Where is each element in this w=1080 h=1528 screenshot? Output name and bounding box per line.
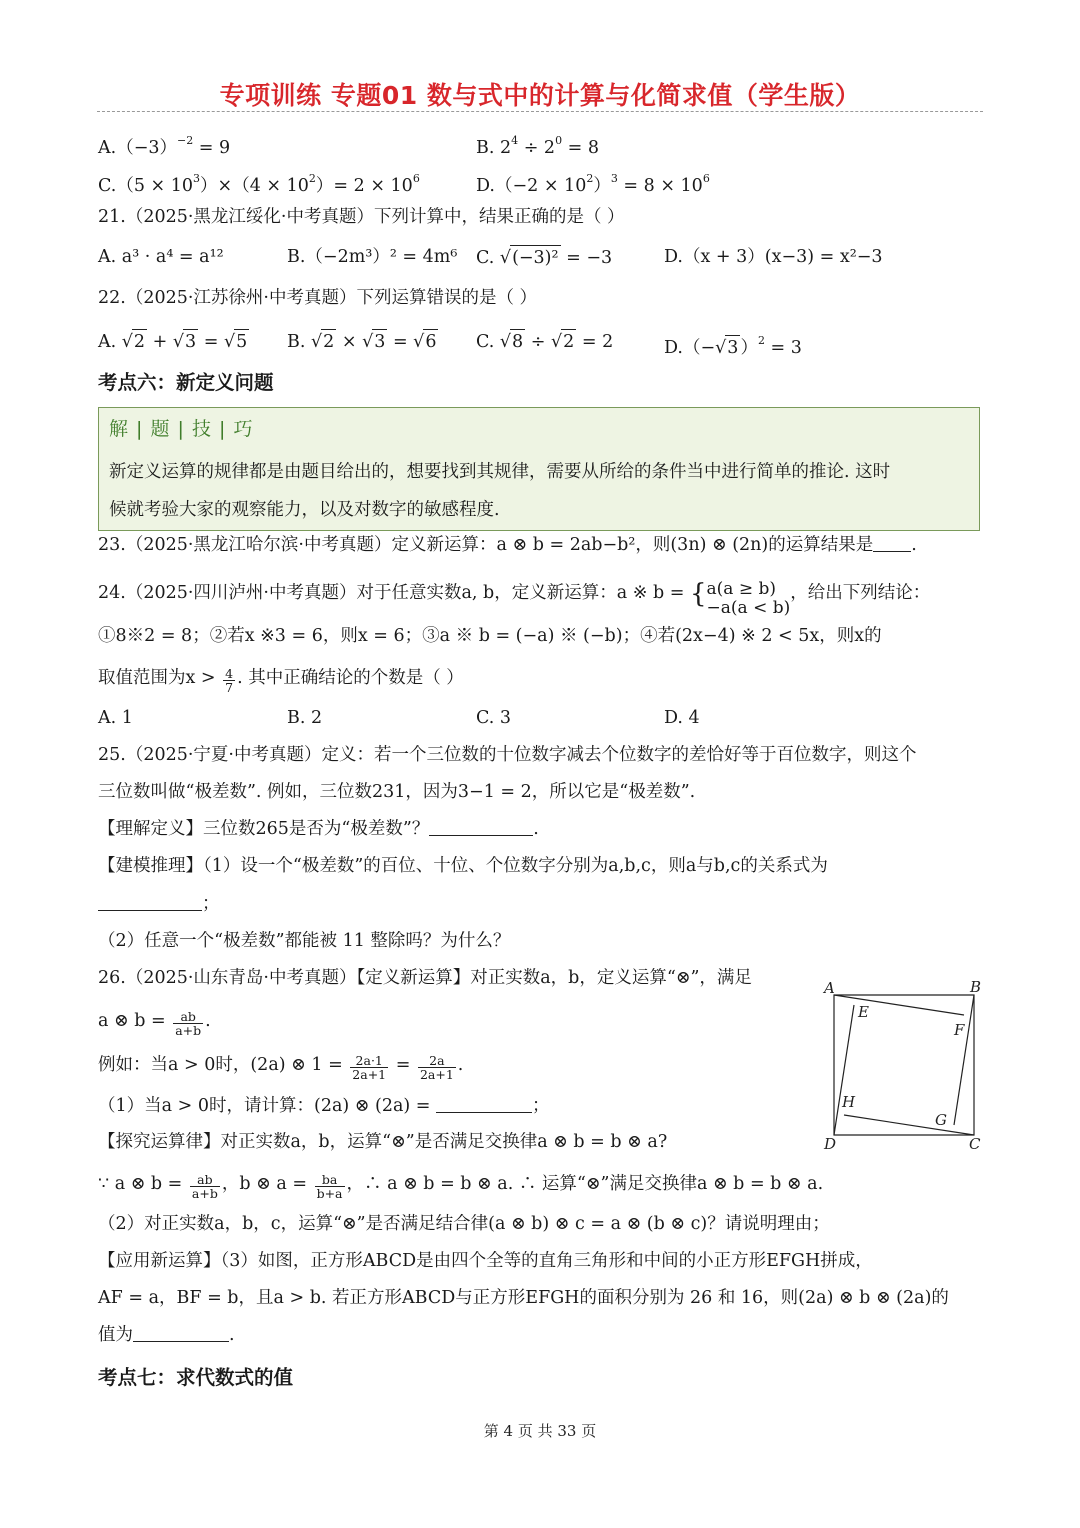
- q24-option-d: D. 4: [664, 708, 700, 728]
- label-h: H: [842, 1093, 856, 1111]
- q25-line-3: 【理解定义】三位数265是否为“极差数”？ .: [98, 819, 539, 839]
- q25-line-5: ；: [98, 892, 220, 916]
- q21-option-a: A. a³ · a⁴ = a¹²: [98, 247, 224, 267]
- tip-line-1: 新定义运算的规律都是由题目给出的，想要找到其规律，需要从所给的条件当中进行简单的推论. 这时: [109, 462, 891, 482]
- page-footer: 第 4 页 共 33 页: [483, 1422, 597, 1440]
- tip-line-2: 候就考验大家的观察能力，以及对数字的敏感程度.: [109, 500, 500, 520]
- q26-definition: a ⊗ b = $\frac{ab}{a+b}$ .: [98, 1009, 211, 1038]
- label-b: B: [970, 978, 982, 996]
- q21-option-d: D.（x + 3）(x−3) = x²−3: [664, 247, 883, 267]
- q22-option-d: D.（−√3 ）$^2$ = 3: [664, 334, 802, 358]
- q26-apply-3: 值为 .: [98, 1325, 235, 1345]
- q24-line-2: ①8※2 = 8；②若x ※3 = 6，则x = 6；③a ※ b = (−a) ※ (−b)；④若(2x−4) ※ 2 < 5x，则x的: [98, 626, 882, 646]
- q24-option-a: A. 1: [98, 708, 133, 728]
- q24-line-3: 取值范围为x > $\frac{4}{7}$ . 其中正确结论的个数是（ ）: [98, 666, 464, 695]
- page-title: 专项训练 专题01 数与式中的计算与化简求值（学生版）: [219, 81, 861, 110]
- tip-title: 解 | 题 | 技 | 巧: [109, 418, 254, 440]
- q22-option-b: B. √2 × √3 = √6: [287, 329, 438, 354]
- q20-option-d: $D.(-2 \times 10^2)^3 = 8 \times 10^6$: [476, 172, 710, 196]
- section-heading-6: 考点六：新定义问题: [98, 371, 274, 394]
- q20-option-c: $C.(5 \times 10^3)\times(4 \times 10^2)= 2 \times 10^6$: [98, 172, 420, 196]
- label-g: G: [935, 1111, 947, 1129]
- q22-stem: 22.（2025·江苏徐州·中考真题）下列运算错误的是（ ）: [98, 288, 538, 308]
- q25-line-6: （2）任意一个“极差数”都能被 11 整除吗？为什么？: [98, 931, 511, 951]
- q26-part-2: （2）对正实数a，b，c，运算“⊗”是否满足结合律(a ⊗ b) ⊗ c = a ⊗ (b ⊗ c)？请说明理由；: [98, 1214, 830, 1234]
- q21-option-b: B.（−2m³）² = 4m⁶: [287, 247, 458, 267]
- q24-stem: 24.（2025·四川泸州·中考真题）对于任意实数a, b，定义新运算：a ※ b = { a(a ≥ b) −a(a < b) ，给出下列结论：: [98, 579, 931, 618]
- title-divider: [97, 111, 983, 112]
- q24-option-c: C. 3: [476, 708, 512, 728]
- q25-line-2: 三位数叫做“极差数”. 例如，三位数231，因为3−1 = 2，所以它是“极差数”.: [98, 782, 696, 802]
- q23-text: 23.（2025·黑龙江哈尔滨·中考真题）定义新运算：a ⊗ b = 2ab−b²，则(3n) ⊗ (2n)的运算结果是 .: [98, 535, 917, 555]
- label-a: A: [824, 979, 835, 997]
- q24-option-b: B. 2: [287, 708, 323, 728]
- label-f: F: [954, 1021, 965, 1039]
- q26-example: 例如：当a > 0时，(2a) ⊗ 1 = $\frac{2a\cdot 1}{2a+1}$ = $\frac{2a}{2a+1}$ .: [98, 1053, 464, 1082]
- tip-box: [98, 407, 980, 531]
- q26-explore: 【探究运算律】对正实数a，b，运算“⊗”是否满足交换律a ⊗ b = b ⊗ a?: [98, 1132, 668, 1152]
- q22-option-a: A. √2 + √3 = √5: [98, 329, 249, 354]
- q25-line-4: 【建模推理】（1）设一个“极差数”的百位、十位、个位数字分别为a,b,c，则a与b,c的关系式为: [98, 856, 828, 876]
- label-d: D: [824, 1135, 837, 1153]
- q26-apply-1: 【应用新运算】（3）如图，正方形ABCD是由四个全等的直角三角形和中间的小正方形EFGH拼成，: [98, 1251, 873, 1271]
- q22-option-c: C. √8 ÷ √2 = 2: [476, 329, 613, 354]
- q26-apply-2: AF = a，BF = b，且a > b. 若正方形ABCD与正方形EFGH的面积分别为 26 和 16，则(2a) ⊗ b ⊗ (2a)的: [98, 1288, 949, 1308]
- q21-stem: 21.（2025·黑龙江绥化·中考真题）下列计算中，结果正确的是（ ）: [98, 207, 625, 227]
- q26-part-1: （1）当a > 0时，请计算：(2a) ⊗ (2a) = ；: [98, 1096, 550, 1116]
- q25-line-1: 25.（2025·宁夏·中考真题）定义：若一个三位数的十位数字减去个位数字的差恰好等于百位数字，则这个: [98, 745, 917, 765]
- square-figure: [822, 975, 990, 1153]
- section-heading-7: 考点七：求代数式的值: [98, 1366, 294, 1389]
- label-c: C: [969, 1135, 981, 1153]
- q21-option-c: C. √(−3)² = −3: [476, 245, 612, 270]
- q26-stem: 26.（2025·山东青岛·中考真题）【定义新运算】对正实数a，b，定义运算“⊗”，满足: [98, 968, 752, 988]
- q20-option-a: $A.(-3)^{-2} = 9$: [98, 134, 231, 158]
- q20-option-b: B. $2^4 \div 2^0 = 8$: [476, 134, 599, 158]
- label-e: E: [858, 1003, 869, 1021]
- square-abcd: [834, 995, 974, 1135]
- q26-explore-proof: ∵ a ⊗ b = $\frac{ab}{a+b}$ ，b ⊗ a = $\frac{ba}{b+a}$ ，∴ a ⊗ b = b ⊗ a. ∴ 运算“⊗”满足交换律a ⊗ b = b ⊗ a.: [98, 1172, 824, 1201]
